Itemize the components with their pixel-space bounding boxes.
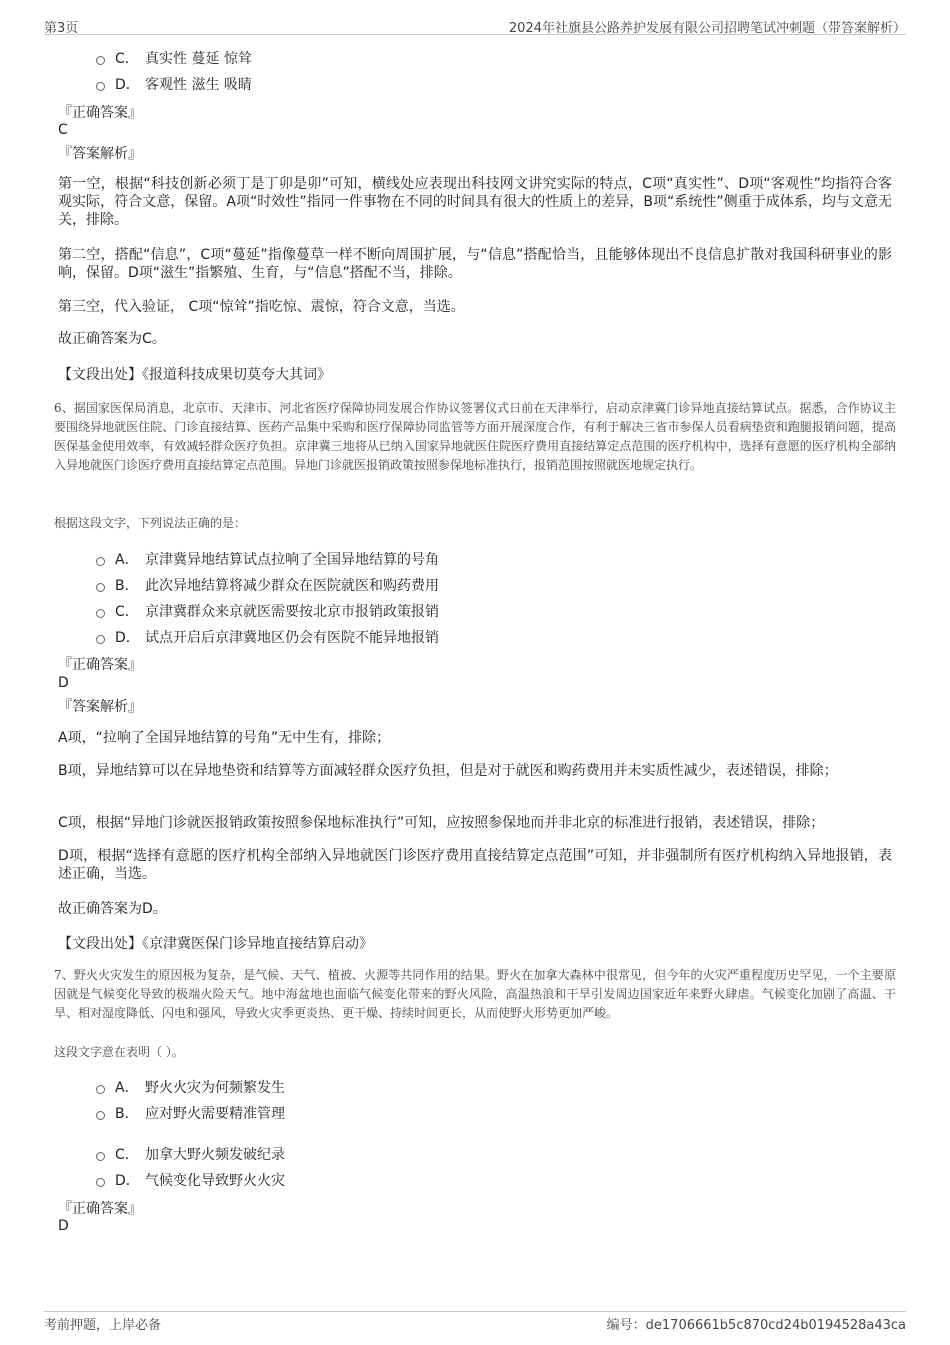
option-text: 京津冀异地结算试点拉响了全国异地结算的号角 <box>145 552 439 568</box>
page-number: 第3页 <box>44 21 79 36</box>
radio-icon[interactable] <box>96 583 105 592</box>
q5-analysis-paragraph: 第三空，代入验证， C项“惊耸”指吃惊、震惊，符合文意，当选。 <box>58 299 465 315</box>
option-text: 此次异地结算将减少群众在医院就医和购药费用 <box>145 578 439 594</box>
q6-option-a[interactable] <box>96 549 439 569</box>
option-text: 真实性 蔓延 惊耸 <box>145 51 252 67</box>
radio-icon[interactable] <box>96 1178 105 1187</box>
option-letter: B． <box>115 1106 139 1122</box>
q5-analysis-paragraph: 第一空，根据“科技创新必须丁是丁卯是卯”可知，横线处应表现出科技网文讲究实际的特点，C项“真实性”、D项“客观性”均指符合客观实际，符合文意，保留。A项“时效性”指同一件事物在不同的时间具有很大的性质上的差异，B项“系统性”侧重于成体系，均与文意无关，排除。 <box>58 176 892 228</box>
radio-icon[interactable] <box>96 82 105 91</box>
q7-option-a[interactable] <box>96 1077 285 1097</box>
option-letter: D． <box>115 77 140 93</box>
q6-conclusion: 故正确答案为D。 <box>58 901 167 917</box>
q5-conclusion: 故正确答案为C。 <box>58 331 166 347</box>
q6-stem: 6、据国家医保局消息，北京市、天津市、河北省医疗保障协同发展合作协议签署仪式日前在天津举行，启动京津冀门诊异地直接结算试点。据悉，合作协议主要围绕异地就医住院、门诊直接结算、医药产品集中采购和医疗保障协同监管等方面开展深度合作，有利于解决三省市参保人员看病垫资和跑腿报销问题，提高医保基金使用效率，有效减轻群众医疗负担。京津冀三地将从已纳入国家异地就医住院医疗费用直接结算定点范围的医疗机构中，选择有意愿的医疗机构全部纳入异地就医门诊医疗费用直接结算定点范围。异地门诊就医报销政策按照参保地标准执行，报销范围按照就医地规定执行。 <box>54 401 896 472</box>
q6-analysis-paragraph: D项，根据“选择有意愿的医疗机构全部纳入异地就医门诊医疗费用直接结算定点范围”可知，并非强制所有医疗机构纳入异地报销，表述正确，当选。 <box>58 848 892 882</box>
q6-source: 【文段出处】《京津冀医保门诊异地直接结算启动》 <box>58 936 373 952</box>
q5-option-d[interactable] <box>96 74 252 94</box>
q6-prompt: 根据这段文字，下列说法正确的是： <box>54 516 247 530</box>
option-letter: C． <box>115 604 139 620</box>
q7-option-c[interactable] <box>96 1144 285 1164</box>
q6-answer-label: 『正确答案』 <box>58 657 142 673</box>
option-text: 应对野火需要精准管理 <box>145 1106 285 1122</box>
q7-option-b[interactable] <box>96 1103 285 1123</box>
q6-option-d[interactable] <box>96 627 439 647</box>
document-code <box>607 1314 906 1333</box>
option-letter: D． <box>115 630 140 646</box>
option-text: 试点开启后京津冀地区仍会有医院不能异地报销 <box>145 630 439 646</box>
q7-answer-label: 『正确答案』 <box>58 1201 142 1217</box>
q6-analysis-label: 『答案解析』 <box>58 699 142 715</box>
radio-icon[interactable] <box>96 1111 105 1120</box>
q7-stem: 7、野火火灾发生的原因极为复杂，是气候、天气、植被、火源等共同作用的结果。野火在加拿大森林中很常见，但今年的火灾严重程度历史罕见，一个主要原因就是气候变化导致的极端火险天气。地中海盆地也面临气候变化带来的野火风险，高温热浪和干旱引发周边国家近年来野火肆虐。气候变化加剧了高温、干旱、相对湿度降低、闪电和强风，导致火灾季更炎热、更干燥、持续时间更长，从而使野火形势更加严峻。 <box>54 968 896 1020</box>
option-letter: C． <box>115 51 139 67</box>
radio-icon[interactable] <box>96 609 105 618</box>
document-code-label: 编号： <box>606 1318 646 1333</box>
option-letter: D． <box>115 1173 140 1189</box>
q5-option-c[interactable] <box>96 48 252 68</box>
footer-divider <box>44 1311 906 1312</box>
q7-option-d[interactable] <box>96 1170 285 1190</box>
q6-answer: D <box>58 675 69 691</box>
q5-answer-label: 『正确答案』 <box>58 105 142 121</box>
radio-icon[interactable] <box>96 1085 105 1094</box>
option-text: 加拿大野火频发破纪录 <box>145 1147 285 1163</box>
document-title: 2024年社旗县公路养护发展有限公司招聘笔试冲刺题（带答案解析） <box>508 21 906 36</box>
footer-slogan: 考前押题，上岸必备 <box>44 1318 162 1333</box>
option-letter: B． <box>115 578 139 594</box>
q6-option-c[interactable] <box>96 601 439 621</box>
option-letter: C． <box>115 1147 139 1163</box>
document-code-value: de1706661b5c870cd24b0194528a43ca <box>645 1318 906 1333</box>
radio-icon[interactable] <box>96 1152 105 1161</box>
radio-icon[interactable] <box>96 56 105 65</box>
option-text: 气候变化导致野火火灾 <box>145 1173 285 1189</box>
q5-answer: C <box>58 122 68 138</box>
q5-analysis-paragraph: 第二空，搭配“信息”，C项“蔓延”指像蔓草一样不断向周围扩展，与“信息”搭配恰当，且能够体现出不良信息扩散对我国科研事业的影响，保留。D项“滋生”指繁殖、生育，与“信息”搭配不当，排除。 <box>58 247 892 281</box>
q7-prompt: 这段文字意在表明（ ）。 <box>54 1045 184 1059</box>
radio-icon[interactable] <box>96 635 105 644</box>
header-divider <box>44 34 906 35</box>
q5-source: 【文段出处】《报道科技成果切莫夸大其词》 <box>58 367 331 383</box>
q6-analysis-paragraph: C项，根据“异地门诊就医报销政策按照参保地标准执行”可知，应按照参保地而并非北京的标准进行报销，表述错误，排除； <box>58 815 825 831</box>
radio-icon[interactable] <box>96 557 105 566</box>
q6-analysis-paragraph: A项，“拉响了全国异地结算的号角”无中生有，排除； <box>58 730 391 746</box>
option-text: 京津冀群众来京就医需要按北京市报销政策报销 <box>145 604 439 620</box>
q6-option-b[interactable] <box>96 575 439 595</box>
q7-answer: D <box>58 1218 69 1234</box>
option-text: 野火火灾为何频繁发生 <box>145 1080 285 1096</box>
q5-analysis-label: 『答案解析』 <box>58 146 142 162</box>
option-text: 客观性 滋生 吸睛 <box>145 77 252 93</box>
q6-analysis-paragraph: B项，异地结算可以在异地垫资和结算等方面减轻群众医疗负担，但是对于就医和购药费用并未实质性减少，表述错误，排除； <box>58 763 838 779</box>
option-letter: A． <box>115 552 139 568</box>
option-letter: A． <box>115 1080 139 1096</box>
